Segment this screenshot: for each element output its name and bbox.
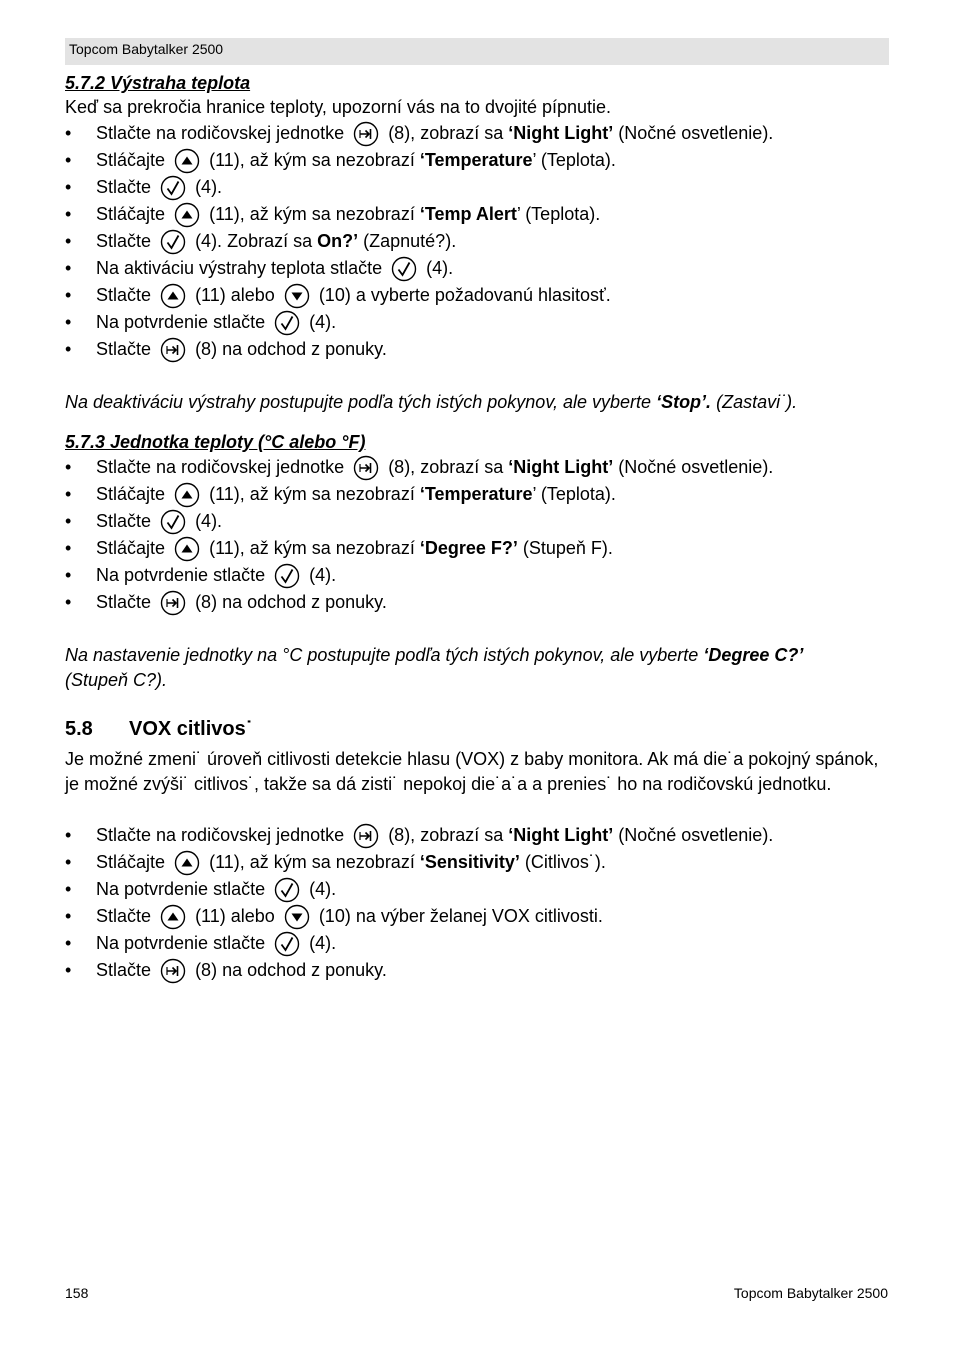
page-content [65,71,895,984]
up-arrow-icon [174,536,200,562]
list-item: • Na potvrdenie stlačte (4). [65,309,895,336]
steps-list-5-7-3 [65,454,895,616]
down-arrow-icon [284,904,310,930]
list-item: • Stlačte (8) na odchod z ponuky. [65,336,895,363]
section-title-5-7-2: 5.7.2 Výstraha teplota [65,73,251,93]
list-item: • Stlačte na rodičovskej jednotke (8), zobrazí sa ‘Night Light’ (Nočné osvetlenie). [65,454,895,481]
checkmark-icon [274,310,300,336]
menu-enter-icon [353,823,379,849]
up-arrow-icon [174,148,200,174]
up-arrow-icon [174,202,200,228]
section-intro-5-7-2: Keď sa prekročia hranice teploty, upozorní vás na to dvojité pípnutie. [65,97,612,117]
list-item: • Stlačte (8) na odchod z ponuky. [65,589,895,616]
list-item: • Na potvrdenie stlačte (4). [65,876,895,903]
checkmark-icon [160,229,186,255]
list-item: • Stláčajte (11), až kým sa nezobrazí ‘Temperature’ (Teplota). [65,481,895,508]
list-item: • Na aktiváciu výstrahy teplota stlačte (4). [65,255,895,282]
checkmark-icon [274,931,300,957]
steps-list-5-7-2 [65,120,895,363]
checkmark-icon [274,563,300,589]
steps-list-5-8 [65,822,895,984]
section-heading-5-8: 5.8 VOX citlivos˙ [65,718,253,740]
menu-enter-icon [353,455,379,481]
checkmark-icon [160,175,186,201]
down-arrow-icon [284,283,310,309]
menu-enter-icon [353,121,379,147]
list-item: • Stláčajte (11), až kým sa nezobrazí ‘Temperature’ (Teplota). [65,147,895,174]
list-item: • Stlačte na rodičovskej jednotke (8), zobrazí sa ‘Night Light’ (Nočné osvetlenie). [65,120,895,147]
checkmark-icon [391,256,417,282]
list-item: • Stlačte (4). [65,174,895,201]
list-item: • Stláčajte (11), až kým sa nezobrazí ‘Degree F?’ (Stupeň F). [65,535,895,562]
menu-enter-icon [160,337,186,363]
list-item: • Stlačte (11) alebo (10) na výber želanej VOX citlivosti. [65,903,895,930]
up-arrow-icon [160,904,186,930]
page-header [65,38,889,65]
list-item: • Stlačte na rodičovskej jednotke (8), zobrazí sa ‘Night Light’ (Nočné osvetlenie). [65,822,895,849]
section-note-5-7-2: Na deaktiváciu výstrahy postupujte podľa tých istých pokynov, ale vyberte ‘Stop’. (Zastavi˙). [65,392,798,412]
up-arrow-icon [174,482,200,508]
page-number: 158 [65,1285,89,1301]
list-item: • Stláčajte (11), až kým sa nezobrazí ‘Temp Alert’ (Teplota). [65,201,895,228]
checkmark-icon [274,877,300,903]
list-item: • Stlačte (4). Zobrazí sa On?’ (Zapnuté?). [65,228,895,255]
list-item: • Stlačte (8) na odchod z ponuky. [65,957,895,984]
header-title: Topcom Babytalker 2500 [69,41,224,57]
list-item: • Na potvrdenie stlačte (4). [65,562,895,589]
up-arrow-icon [174,850,200,876]
section-title-5-7-3: 5.7.3 Jednotka teploty (°C alebo °F) [65,432,366,452]
list-item: • Stlačte (4). [65,508,895,535]
up-arrow-icon [160,283,186,309]
list-item: • Stlačte (11) alebo (10) a vyberte požadovanú hlasitosť. [65,282,895,309]
footer-title: Topcom Babytalker 2500 [733,1285,888,1301]
list-item: • Na potvrdenie stlačte (4). [65,930,895,957]
checkmark-icon [160,509,186,535]
menu-enter-icon [160,590,186,616]
menu-enter-icon [160,958,186,984]
section-intro-5-8: Je možné zmeni˙ úroveň citlivosti detekcie hlasu (VOX) z baby monitora. Ak má die˙a pokojný spánok, je možné zvýši˙ citlivos˙, takže sa dá zisti˙ nepokoj die˙a˙a a prenies˙ ho na rodičovskú jednotku. [65,749,879,794]
list-item: • Stláčajte (11), až kým sa nezobrazí ‘Sensitivity’ (Citlivos˙). [65,849,895,876]
section-note-5-7-3: Na nastavenie jednotky na °C postupujte podľa tých istých pokynov, ale vyberte ‘Degree C?’ (Stupeň C?). [65,645,804,690]
